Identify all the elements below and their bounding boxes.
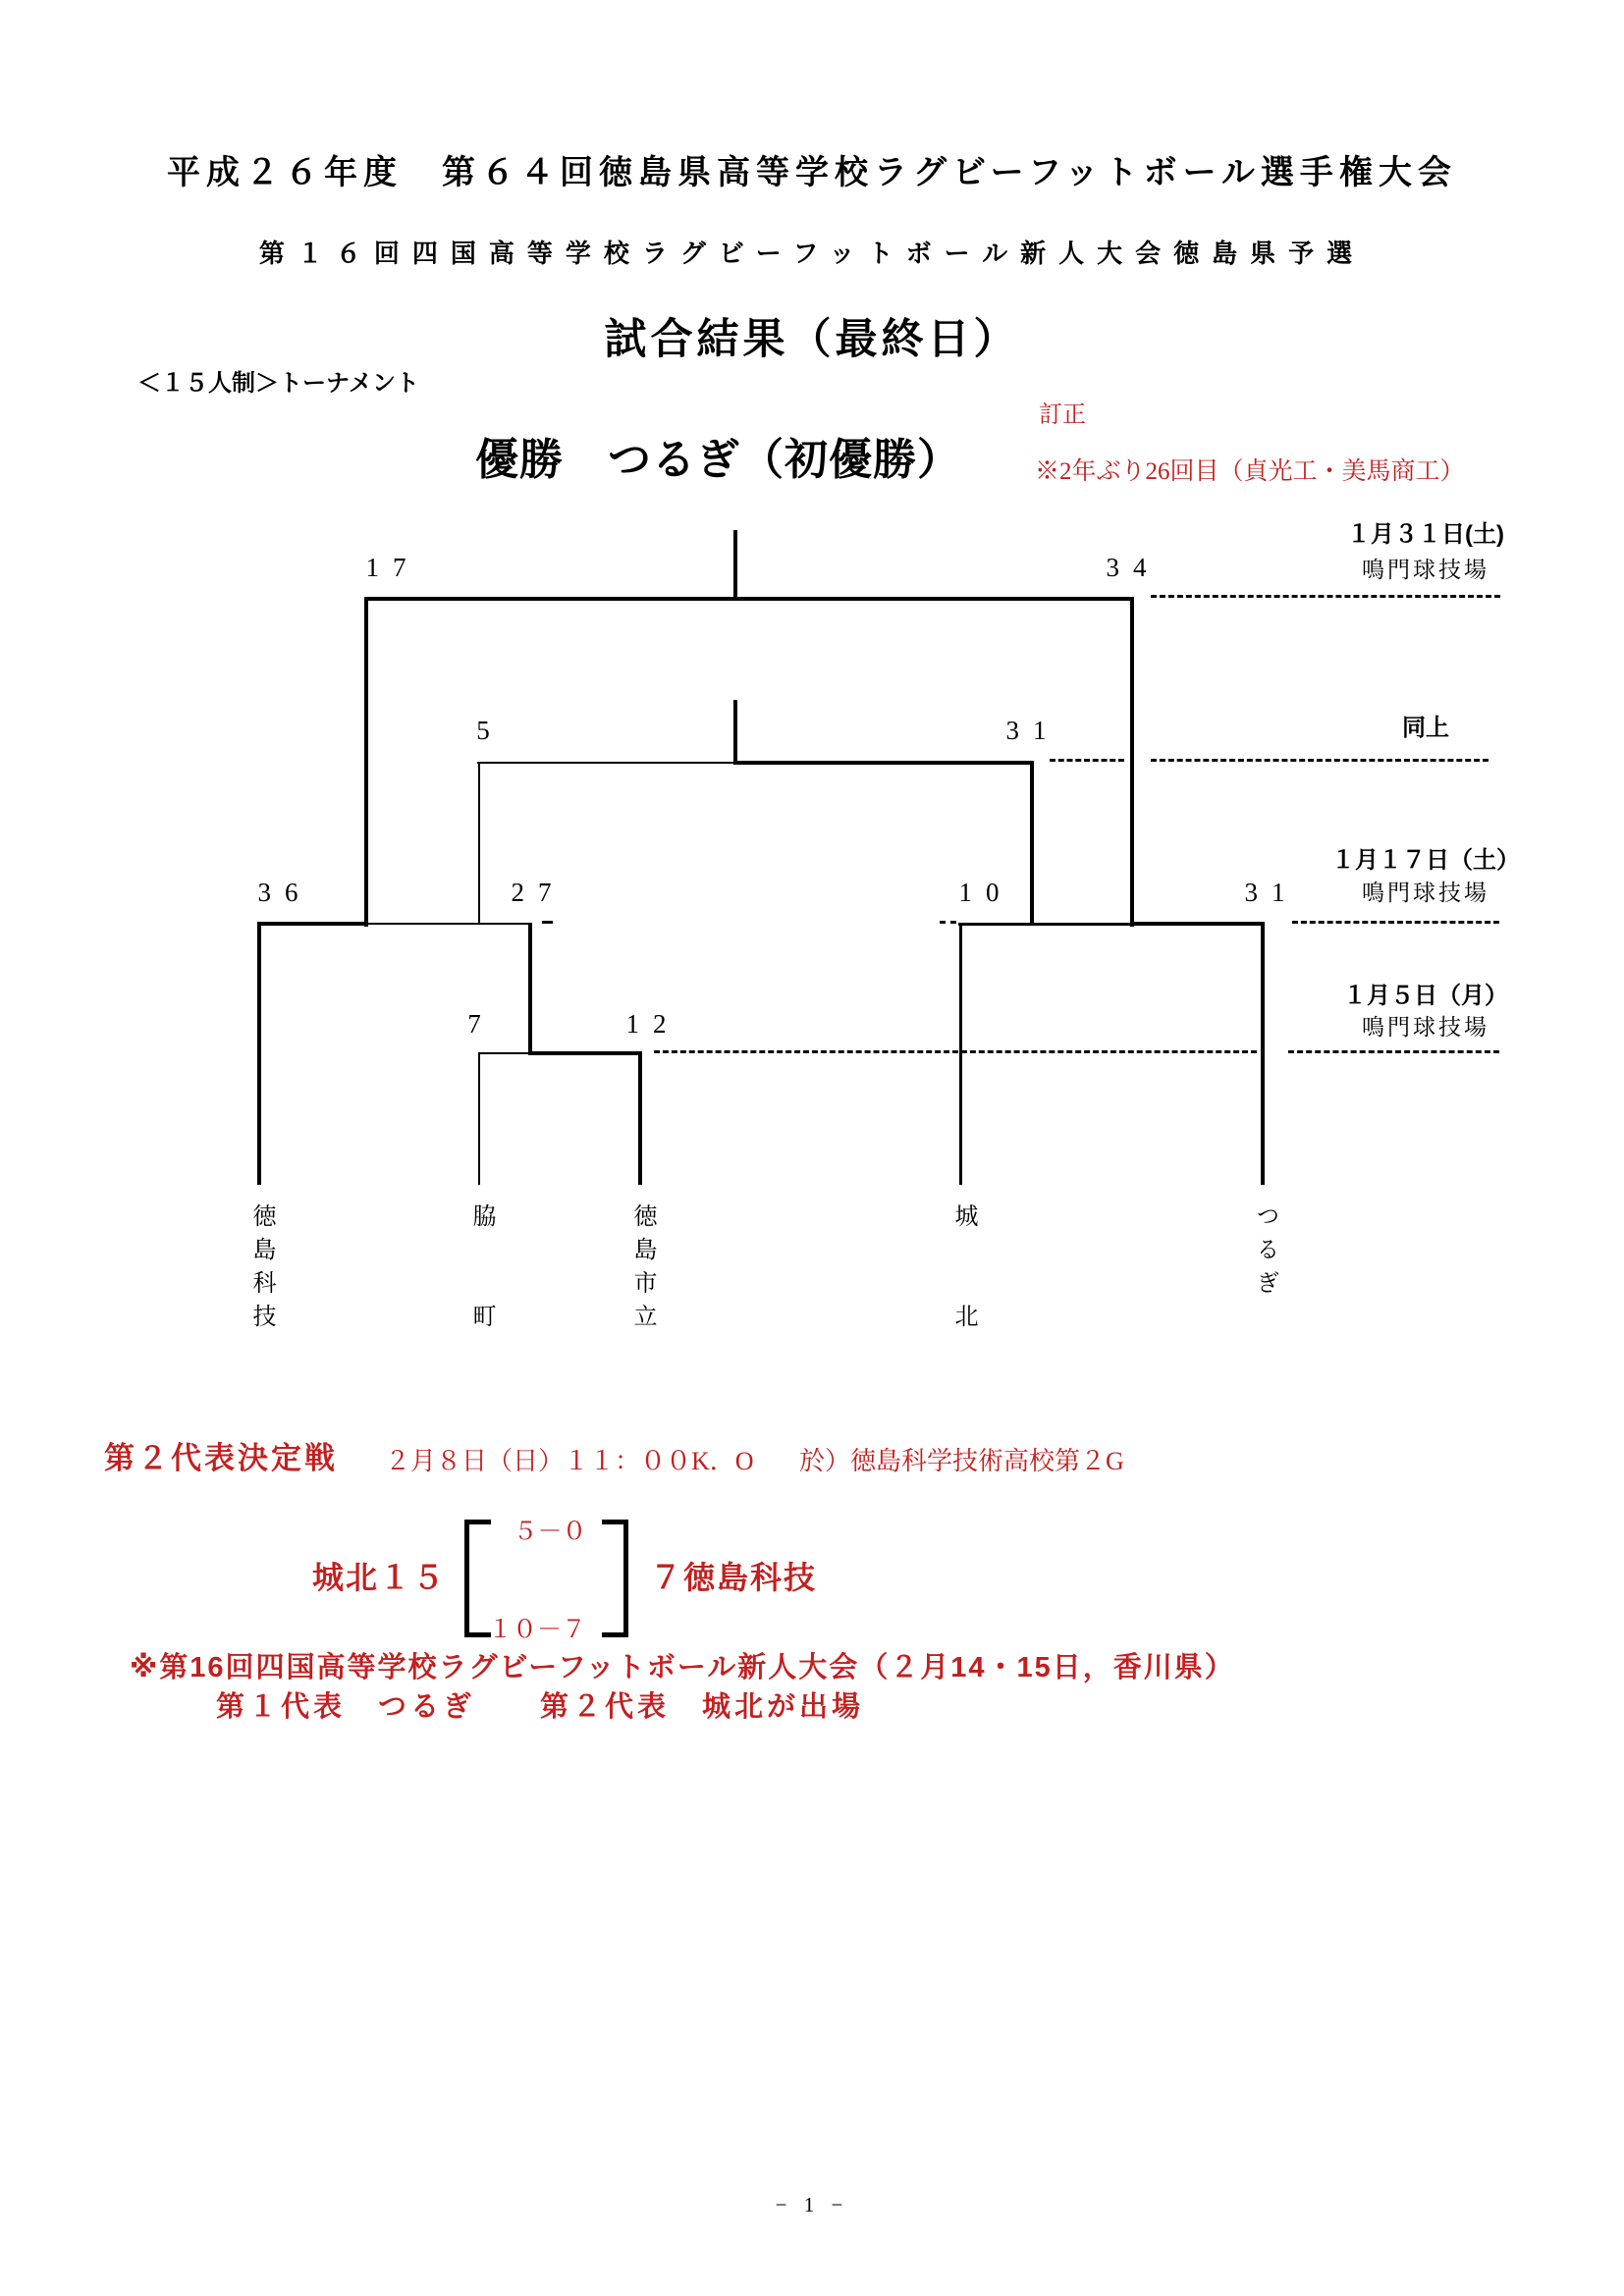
- bracket-team-leg-tokushimashiritsu: [638, 1051, 642, 1185]
- score-r1-left: 7: [467, 1009, 495, 1039]
- footnote-line1: ※第16回四国高等学校ラグビーフットボール新人大会（２月14・15日，香川県）: [130, 1652, 1235, 1683]
- playoff-datetime: ２月８日（日）１１：００K．O: [385, 1447, 754, 1475]
- team-label-tokushimashiritsu: 徳島市立: [629, 1203, 655, 1337]
- schedule-date-consolation: 同上: [1402, 715, 1449, 741]
- round-separator-qf-c: [1292, 921, 1499, 924]
- bracket-team-leg-johoku: [959, 923, 962, 1185]
- left-square-bracket: [464, 1520, 491, 1637]
- round-separator-final: [1151, 595, 1500, 598]
- bracket-team-leg-wakimachi: [478, 1052, 480, 1185]
- round-separator-r1-a: [654, 1050, 1257, 1053]
- team-label-tsurugi: つるぎ: [1252, 1203, 1277, 1304]
- playoff-half-score-top: ５－０: [513, 1519, 587, 1545]
- bracket-final-right-leg: [1130, 597, 1134, 927]
- round-separator-qf-a: [542, 921, 553, 924]
- format-note: ＜１５人制＞トーナメント: [137, 370, 420, 397]
- playoff-right-score-team: ７徳島科技: [650, 1560, 818, 1595]
- bracket-consolation-horizontal-right: [733, 761, 1034, 765]
- correction-label: 訂正: [1039, 402, 1086, 428]
- score-qf-right-b: 31: [1244, 878, 1299, 907]
- bracket-team-leg-tsurugi: [1261, 922, 1265, 1185]
- bracket-r1-winner-stem: [528, 923, 532, 1054]
- bracket-qf-left-horizontal-thick: [257, 922, 368, 926]
- page-number: − 1 −: [775, 2193, 849, 2216]
- bracket-final-left-leg: [364, 597, 368, 927]
- schedule-date-final: １月３１日(土): [1347, 521, 1504, 548]
- team-label-wakimachi: 脇 町: [468, 1203, 494, 1337]
- team-label-tokushimakagi: 徳島科技: [248, 1203, 274, 1337]
- score-r1-right: 12: [625, 1009, 680, 1039]
- schedule-date-r1: １月５日（月）: [1343, 983, 1508, 1009]
- bracket-consolation-horizontal-left: [477, 762, 735, 764]
- score-consolation-left: 5: [476, 716, 504, 745]
- schedule-venue-r1: 鳴門球技場: [1362, 1015, 1489, 1040]
- right-square-bracket: [602, 1520, 628, 1637]
- bracket-r1-horizontal-thick: [528, 1051, 642, 1055]
- bracket-qf-right-horizontal-thin: [958, 923, 1133, 926]
- bracket-r1-horizontal-thin: [478, 1052, 530, 1054]
- champion-announcement: 優勝 つるぎ（初優勝）: [475, 436, 961, 484]
- bracket-qf-right-horizontal-thick: [1130, 922, 1265, 926]
- bracket-consolation-right-leg: [1030, 761, 1034, 925]
- playoff-half-score-bottom: １０－７: [487, 1617, 587, 1643]
- score-qf-left-b: 27: [511, 878, 566, 907]
- bracket-consolation-stem: [733, 700, 737, 763]
- round-separator-qf-b: [940, 921, 956, 924]
- playoff-left-team-score: 城北１５: [312, 1560, 447, 1595]
- score-final-right: 34: [1106, 553, 1161, 582]
- round-separator-r1-b: [1288, 1050, 1499, 1053]
- footnote-line2: 第１代表 つるぎ 第２代表 城北が出場: [216, 1691, 865, 1723]
- bracket-qf-left-horizontal-thin: [364, 923, 532, 925]
- page-subtitle: 第１６回四国高等学校ラグビーフットボール新人大会徳島県予選: [258, 239, 1366, 268]
- bracket-final-horizontal: [364, 597, 1134, 601]
- score-final-left: 17: [365, 553, 420, 582]
- playoff-venue: 於）徳島科学技術高校第２G: [799, 1447, 1124, 1475]
- score-consolation-right: 31: [1005, 716, 1060, 745]
- score-qf-right-a: 10: [958, 878, 1013, 907]
- bracket-team-leg-tokushimakagi: [257, 922, 261, 1185]
- round-separator-consolation-b: [1151, 759, 1489, 762]
- score-qf-left-a: 36: [257, 878, 312, 907]
- schedule-date-qf: １月１７日（土）: [1331, 847, 1520, 874]
- bracket-consolation-left-leg: [478, 762, 480, 925]
- team-label-johoku: 城 北: [950, 1203, 976, 1337]
- bracket-champion-stem: [733, 530, 737, 599]
- round-separator-consolation-a: [1050, 759, 1124, 762]
- correction-note: ※2年ぶり26回目（貞光工・美馬商工）: [1035, 458, 1465, 485]
- page-title: 平成２６年度 第６４回徳島県高等学校ラグビーフットボール選手権大会: [167, 154, 1457, 191]
- result-heading: 試合結果（最終日）: [604, 316, 1020, 363]
- playoff-heading: 第２代表決定戦: [104, 1441, 338, 1475]
- schedule-venue-qf: 鳴門球技場: [1362, 881, 1489, 905]
- schedule-venue-final: 鳴門球技場: [1362, 558, 1489, 582]
